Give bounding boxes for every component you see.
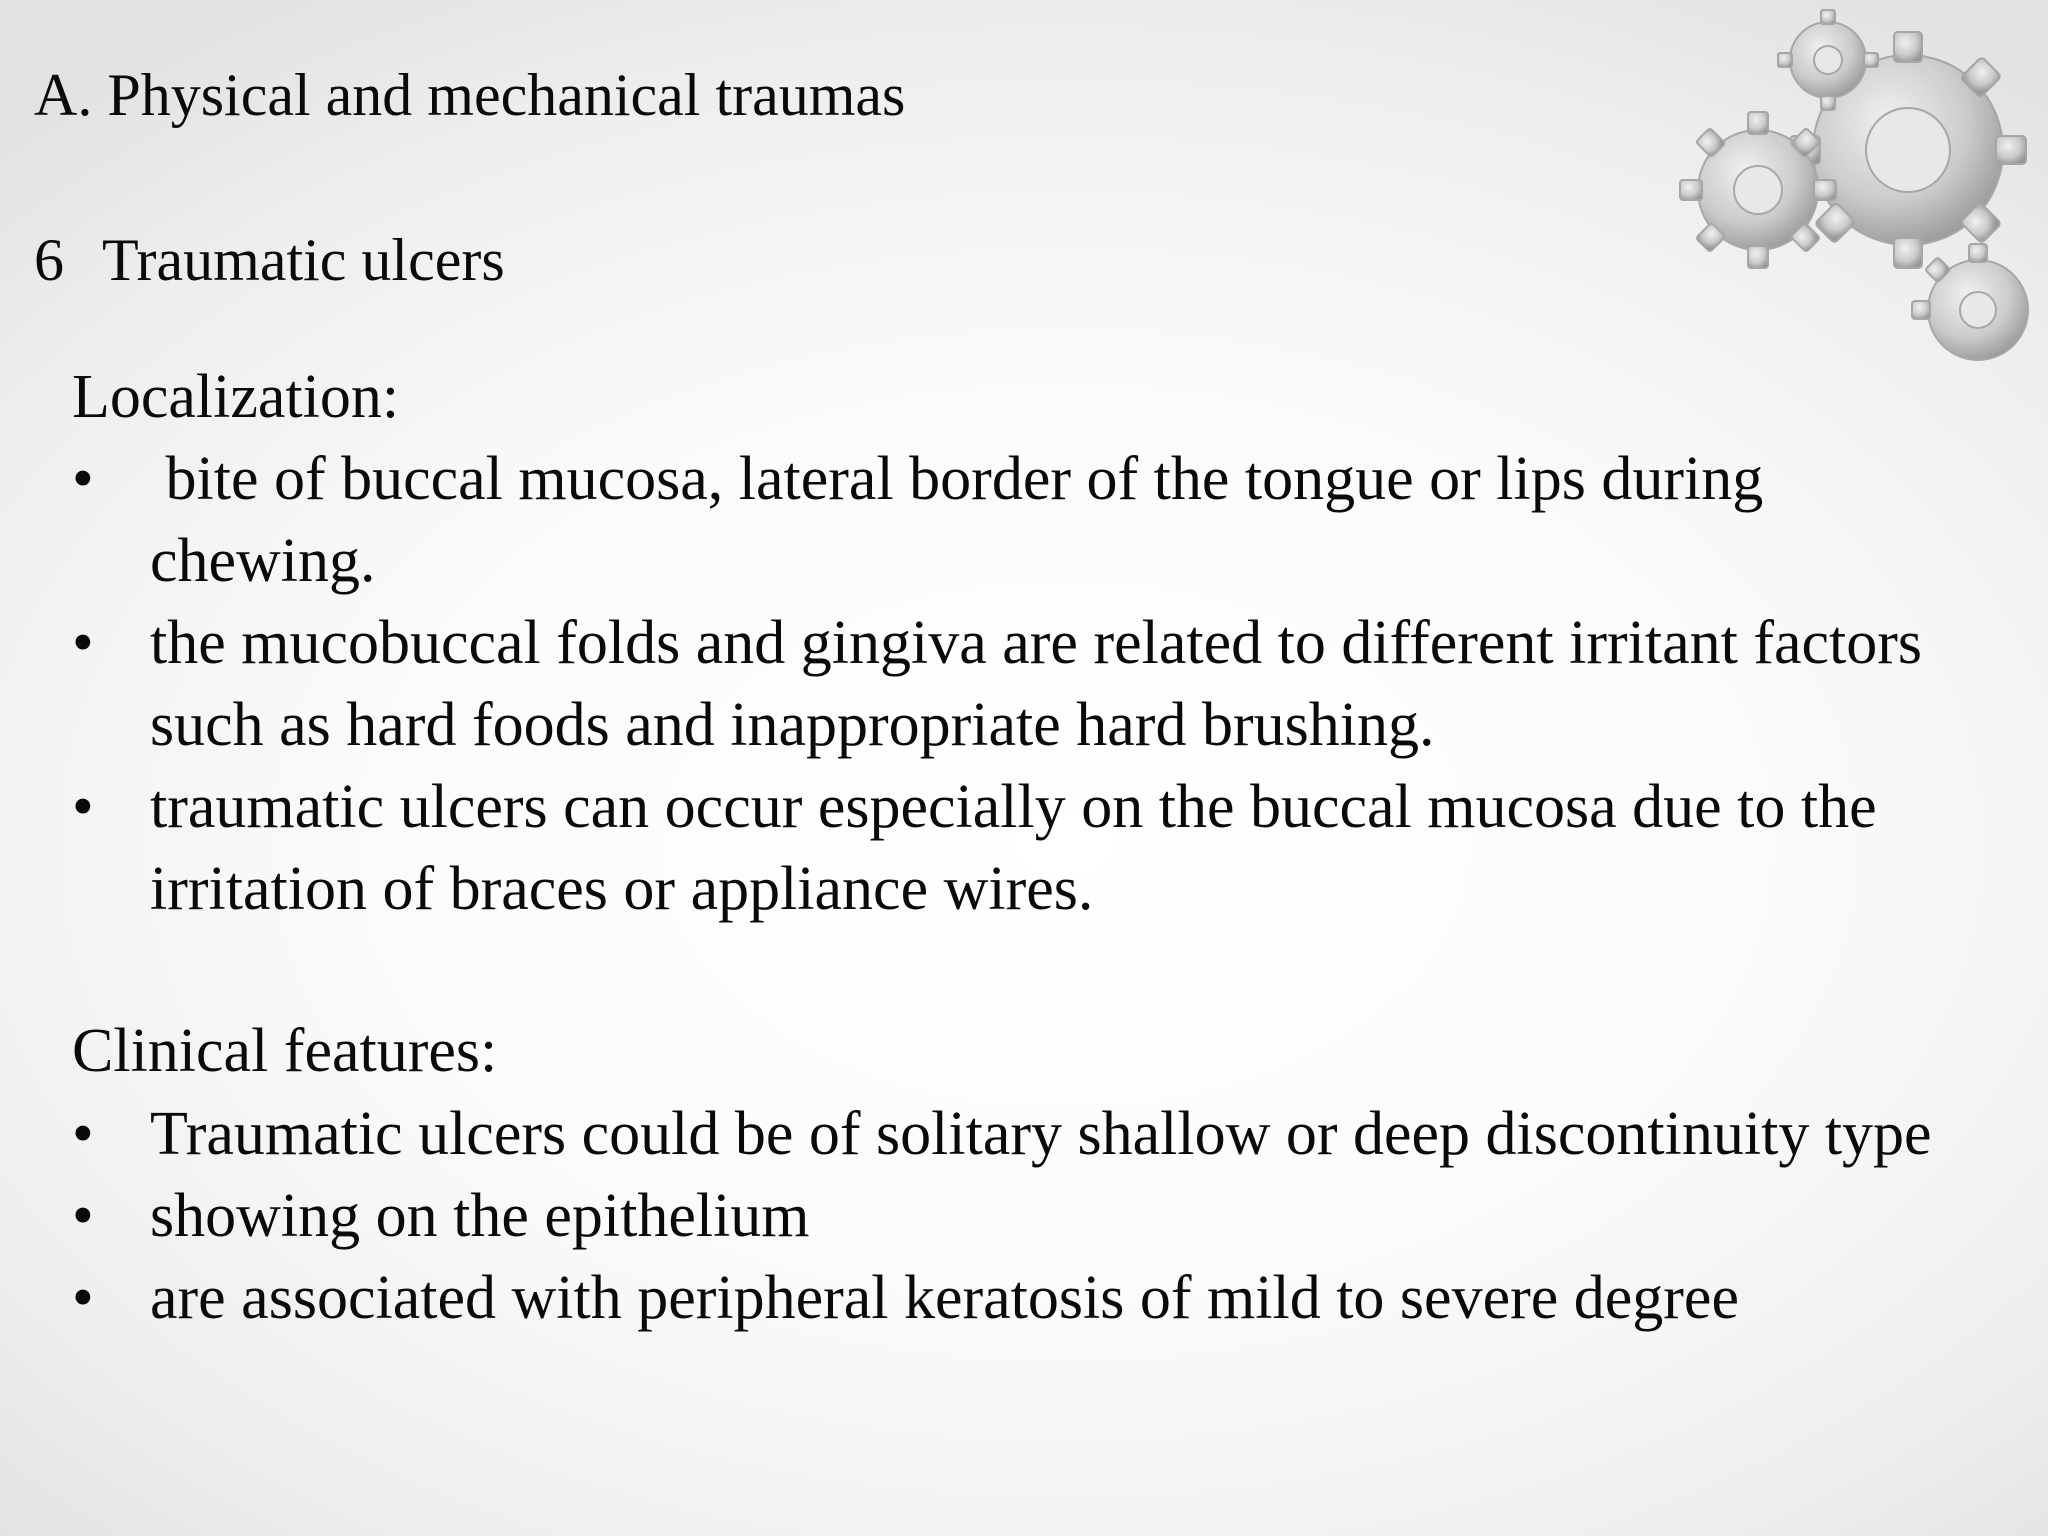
gears-icon	[1648, 0, 2048, 400]
list-item-text: Traumatic ulcers could be of solitary shallow or deep discontinuity type	[150, 1100, 1932, 1168]
list-item	[0, 1093, 1980, 1175]
bullet-icon: •	[72, 1264, 94, 1332]
bullet-list-localization	[0, 438, 2000, 930]
bullet-icon: •	[72, 609, 94, 677]
bullet-list-clinical-features	[0, 1093, 2000, 1339]
section-label-localization: Localization:	[72, 363, 400, 431]
list-item	[0, 1175, 1980, 1257]
list-item	[0, 602, 1980, 766]
list-item	[0, 766, 1980, 930]
subheading-text: Traumatic ulcers	[102, 227, 505, 293]
list-item-text: are associated with peripheral keratosis of mild to severe degree	[150, 1264, 1739, 1332]
slide-subheading	[34, 227, 505, 293]
bullet-icon: •	[72, 445, 94, 513]
bullet-icon: •	[72, 773, 94, 841]
bullet-icon: •	[72, 1182, 94, 1250]
subheading-number: 6	[34, 227, 64, 293]
section-label-clinical-features: Clinical features:	[72, 1017, 498, 1085]
list-item	[0, 438, 1980, 602]
list-item	[0, 1257, 1980, 1339]
list-item-text: bite of buccal mucosa, lateral border of the tongue or lips during chewing.	[150, 445, 1779, 595]
bullet-icon: •	[72, 1100, 94, 1168]
list-item-text: the mucobuccal folds and gingiva are related to different irritant factors such as hard foods and inappropriate hard brushing.	[150, 609, 1923, 759]
list-item-text: showing on the epithelium	[150, 1182, 810, 1250]
slide-heading: A. Physical and mechanical traumas	[34, 62, 906, 128]
list-item-text: traumatic ulcers can occur especially on the buccal mucosa due to the irritation of braces or appliance wires.	[150, 773, 1877, 923]
